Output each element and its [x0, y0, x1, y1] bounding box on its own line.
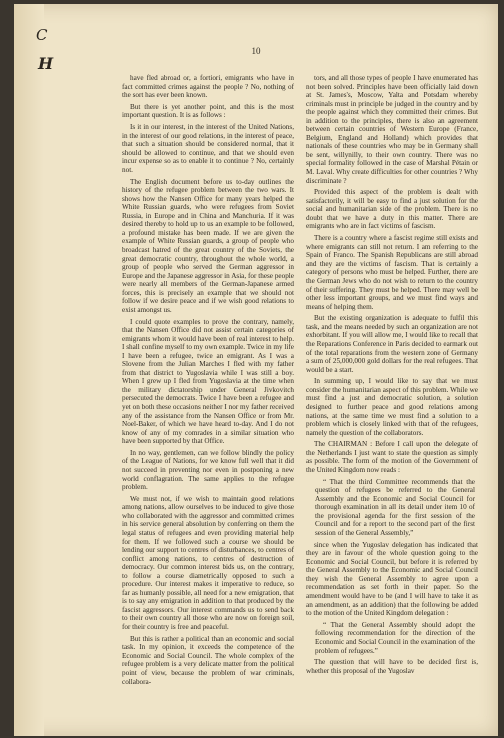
handwritten-mark-h: H [38, 54, 54, 73]
document-page [14, 4, 498, 736]
paragraph: Provided this aspect of the problem is dealt with satisfactorily, it will be easy to find a just solution for the social and humanitarian side of the problem. There is no doubt that we have a duty in this matter. There are emigrants who are in fact victims of fascism. [306, 188, 478, 231]
paragraph: have fled abroad or, a fortiori, emigrants who have in fact committed crimes against the people ? No, nothing of the sort has ever been known. [122, 74, 294, 100]
page-number: 10 [251, 46, 261, 56]
paragraph: We must not, if we wish to maintain good relations among nations, allow ourselves to be induced to give those who collaborated with the aggressor and committed crimes in his service general absolution by conferring on them the legal status of refugees and even providing material help for them. If we followed such a course we should be lending our support to centres of disturbances, to centres of conflict among nations, to centres of destruction of democracy. Our common interest bids us, on the contrary, to follow a course diametrically opposed to such a procedure. Our interest makes it imperative to reduce, so far as humanly possible, all need for a new emigration, that is to say any emigration in addition to that produced by the fascist aggressors. Our interest commands us to send back to their own country all those who are now on foreign soil, for their country is free and peaceful. [122, 494, 294, 632]
page-binding-edge [14, 4, 44, 736]
quoted-amendment: “ That the General Assembly should adopt the following recommendation for the direction of the Economic and Social Council in the examination of the problem of refugees.” [315, 620, 475, 655]
quoted-motion: “ That the third Committee recommends that the question of refugees be referred to the General Assembly and the Economic and Social Council for thorough examination in all its detail under item 10 of the provisional agenda for the first session of the Council and for a report to the second part of the first session of the General Assembly,” [315, 477, 475, 538]
paragraph: since when the Yugoslav delegation has indicated that they are in favour of the whole question going to the Economic and Social Council, but before it is referred by the General Assembly to the Economic and Social Council they wish the General Assembly to agree upon a recommendation as set forth in their paper. So the amendment would have to be (and I will have to take it as an amendment, as an addition) that the following be added to the motion of the United Kingdom delegation : [306, 540, 478, 618]
left-column [122, 74, 294, 689]
paragraph: In no way, gentlemen, can we follow blindly the policy of the League of Nations, for we know full well that it did not succeed in preventing nor even in postponing a new world conflagration. The same applies to the refugee problem. [122, 448, 294, 492]
paragraph: The English document before us to-day outlines the history of the refugee problem between the two wars. It shows how the Nansen Office for many years helped the White Russian guards, who were refugees from Soviet Russia, in Europe and in China and Manchuria. If it was desired thereby to hold up to us an example to be followed, a profound mistake has been made. If we are given the example of White Russian guards, a group of people who broadcast hatred of the great country of the Soviets, the great democratic country, throughout the whole world, a group of people who served the German aggressor in Europe and the Japanese aggressor in Asia, for these people were nearly all members of the German-Japanese armed forces, this is precisely an example that we should not follow if we desire peace and if we wish good relations to exist amongst us. [122, 177, 294, 314]
paragraph: I could quote examples to prove the contrary, namely, that the Nansen Office did not assist certain categories of emigrants whom it would have been of real interest to help. I shall confine myself to my own example. Twice in my life I have been a refugee, twice an emigrant. As I was a Slovene from the Julian Marches I fled with my father from that district to Yugoslavia while I was still a boy. When I grew up I fled from Yugoslavia at the time when the military dictatorship under General Jivkovitch persecuted the democrats. Twice I have been a refugee and yet on both these occasions neither I nor my father received any of the assistance from the Nansen Office or from Mr. Noel-Baker, of which we have heard to-day. And I do not know of any of my comrades in a similar situation who have been supported by that Office. [122, 317, 294, 446]
chairman-statement: The CHAIRMAN : Before I call upon the delegate of the Netherlands I just want to state the question as simply as possible. The form of the motion of the Government of the United Kingdom now reads : [306, 440, 478, 474]
paragraph: But there is yet another point, and this is the most important question. It is as follows : [122, 102, 294, 120]
paragraph: The question that will have to be decided first is, whether this proposal of the Yugoslav [306, 658, 478, 675]
paragraph: tors, and all those types of people I have enumerated has not been solved. Principles have been officially laid down at St. James's, Moscow, Yalta and Potsdam whereby criminals must in principle be judged in the country and by the people against which they committed their crimes. But in addition to the principles, there is also an agreement between certain countries of Western Europe (France, Belgium, England and Holland) which provides that nationals of these countries who may be in Germany shall be sent, willynilly, to their own country. There was no special formality followed in the case of Marshal Pétain or M. Laval. Why create difficulties for other countries ? Why discriminate ? [306, 74, 478, 185]
handwritten-mark-c: C [36, 26, 48, 44]
paragraph: But this is rather a political than an economic and social task. In my opinion, it exceeds the competence of the Economic and Social Council. The whole complex of the refugee problem is a very delicate matter from the political point of view, because the problem of war criminals, collabora- [122, 634, 294, 686]
right-column [306, 74, 478, 679]
paragraph: In summing up, I would like to say that we must consider the humanitarian aspect of this problem. While we must find a just and democratic solution, a solution designed to further peace and good relations among nations, at the same time we must find a solution to a problem which is closely linked with that of the refugees, namely the question of the collaborators. [306, 377, 478, 437]
paragraph: But the existing organization is adequate to fulfil this task, and the means needed by such an organization are not exhorbitant. If you will allow me, I would like to recall that the Reparations Conference in Paris decided to earmark out of the total reparations from the western zone of Germany a sum of 25,000,000 gold dollars for the real refugees. That would be a start. [306, 314, 478, 374]
paragraph: Is it in our interest, in the interest of the United Nations, in the interest of our good relations, in the interest of peace, that such a situation should be considered normal, that it should be allowed to continue, and that we should even incur expense so as to enable it to continue ? No, certainly not. [122, 123, 294, 174]
paragraph: There is a country where a fascist regime still exists and where emigrants can still not return. I am referring to the Spain of Franco. The Spanish Republicans are still abroad and they are the victims of fascism. That is certainly a category of persons who must be helped. Further, there are the German Jews who do not wish to return to the country of their suffering. They must be helped. There may well be other less important groups, and we must find ways and means of helping them. [306, 234, 478, 311]
